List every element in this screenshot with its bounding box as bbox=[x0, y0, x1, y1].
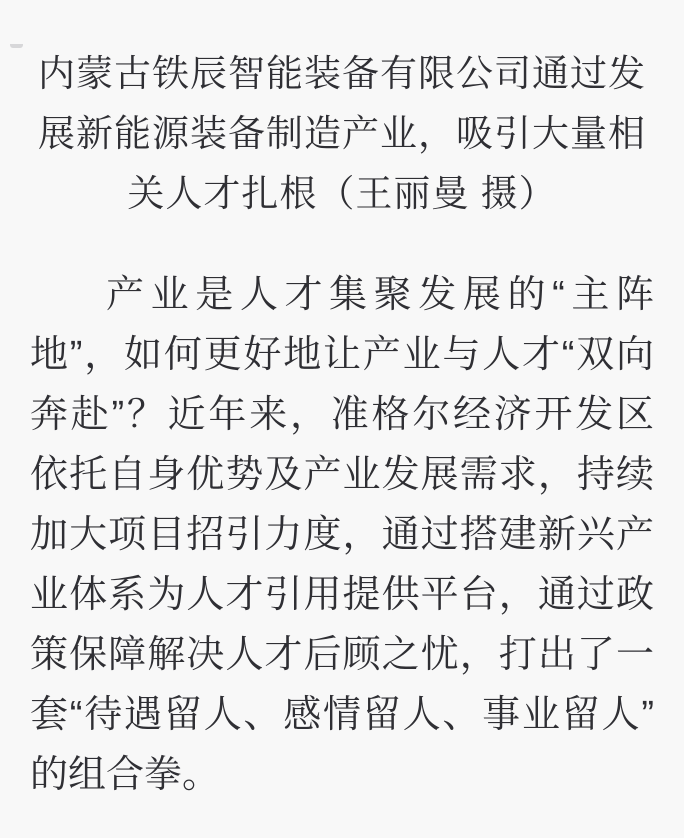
paragraph-line: 依托自身优势及产业发展需求，持续 bbox=[30, 454, 654, 496]
top-edge-artifact bbox=[10, 44, 23, 48]
paragraph-line: 套“待遇留人、感情留人、事业留人” bbox=[30, 694, 654, 736]
paragraph-line: 的组合拳。 bbox=[30, 754, 221, 796]
paragraph-line: 策保障解决人才后顾之忧，打出了一 bbox=[30, 634, 654, 676]
photo-caption bbox=[30, 44, 654, 224]
paragraph-line: 业体系为人才引用提供平台，通过政 bbox=[30, 574, 654, 616]
paragraph-line: 加大项目招引力度，通过搭建新兴产 bbox=[30, 514, 654, 556]
caption-line: 内蒙古铁辰智能装备有限公司通过发 bbox=[38, 53, 646, 94]
paragraph-line: 奔赴”？近年来，准格尔经济开发区 bbox=[30, 394, 654, 436]
article-page bbox=[0, 44, 684, 838]
caption-line: 展新能源装备制造产业，吸引大量相 bbox=[38, 113, 646, 154]
article-paragraph bbox=[30, 265, 654, 805]
caption-line: 关人才扎根（王丽曼 摄） bbox=[127, 173, 557, 214]
paragraph-line: 产业是人才集聚发展的“主阵 bbox=[106, 274, 654, 316]
paragraph-line: 地”，如何更好地让产业与人才“双向 bbox=[30, 334, 654, 376]
